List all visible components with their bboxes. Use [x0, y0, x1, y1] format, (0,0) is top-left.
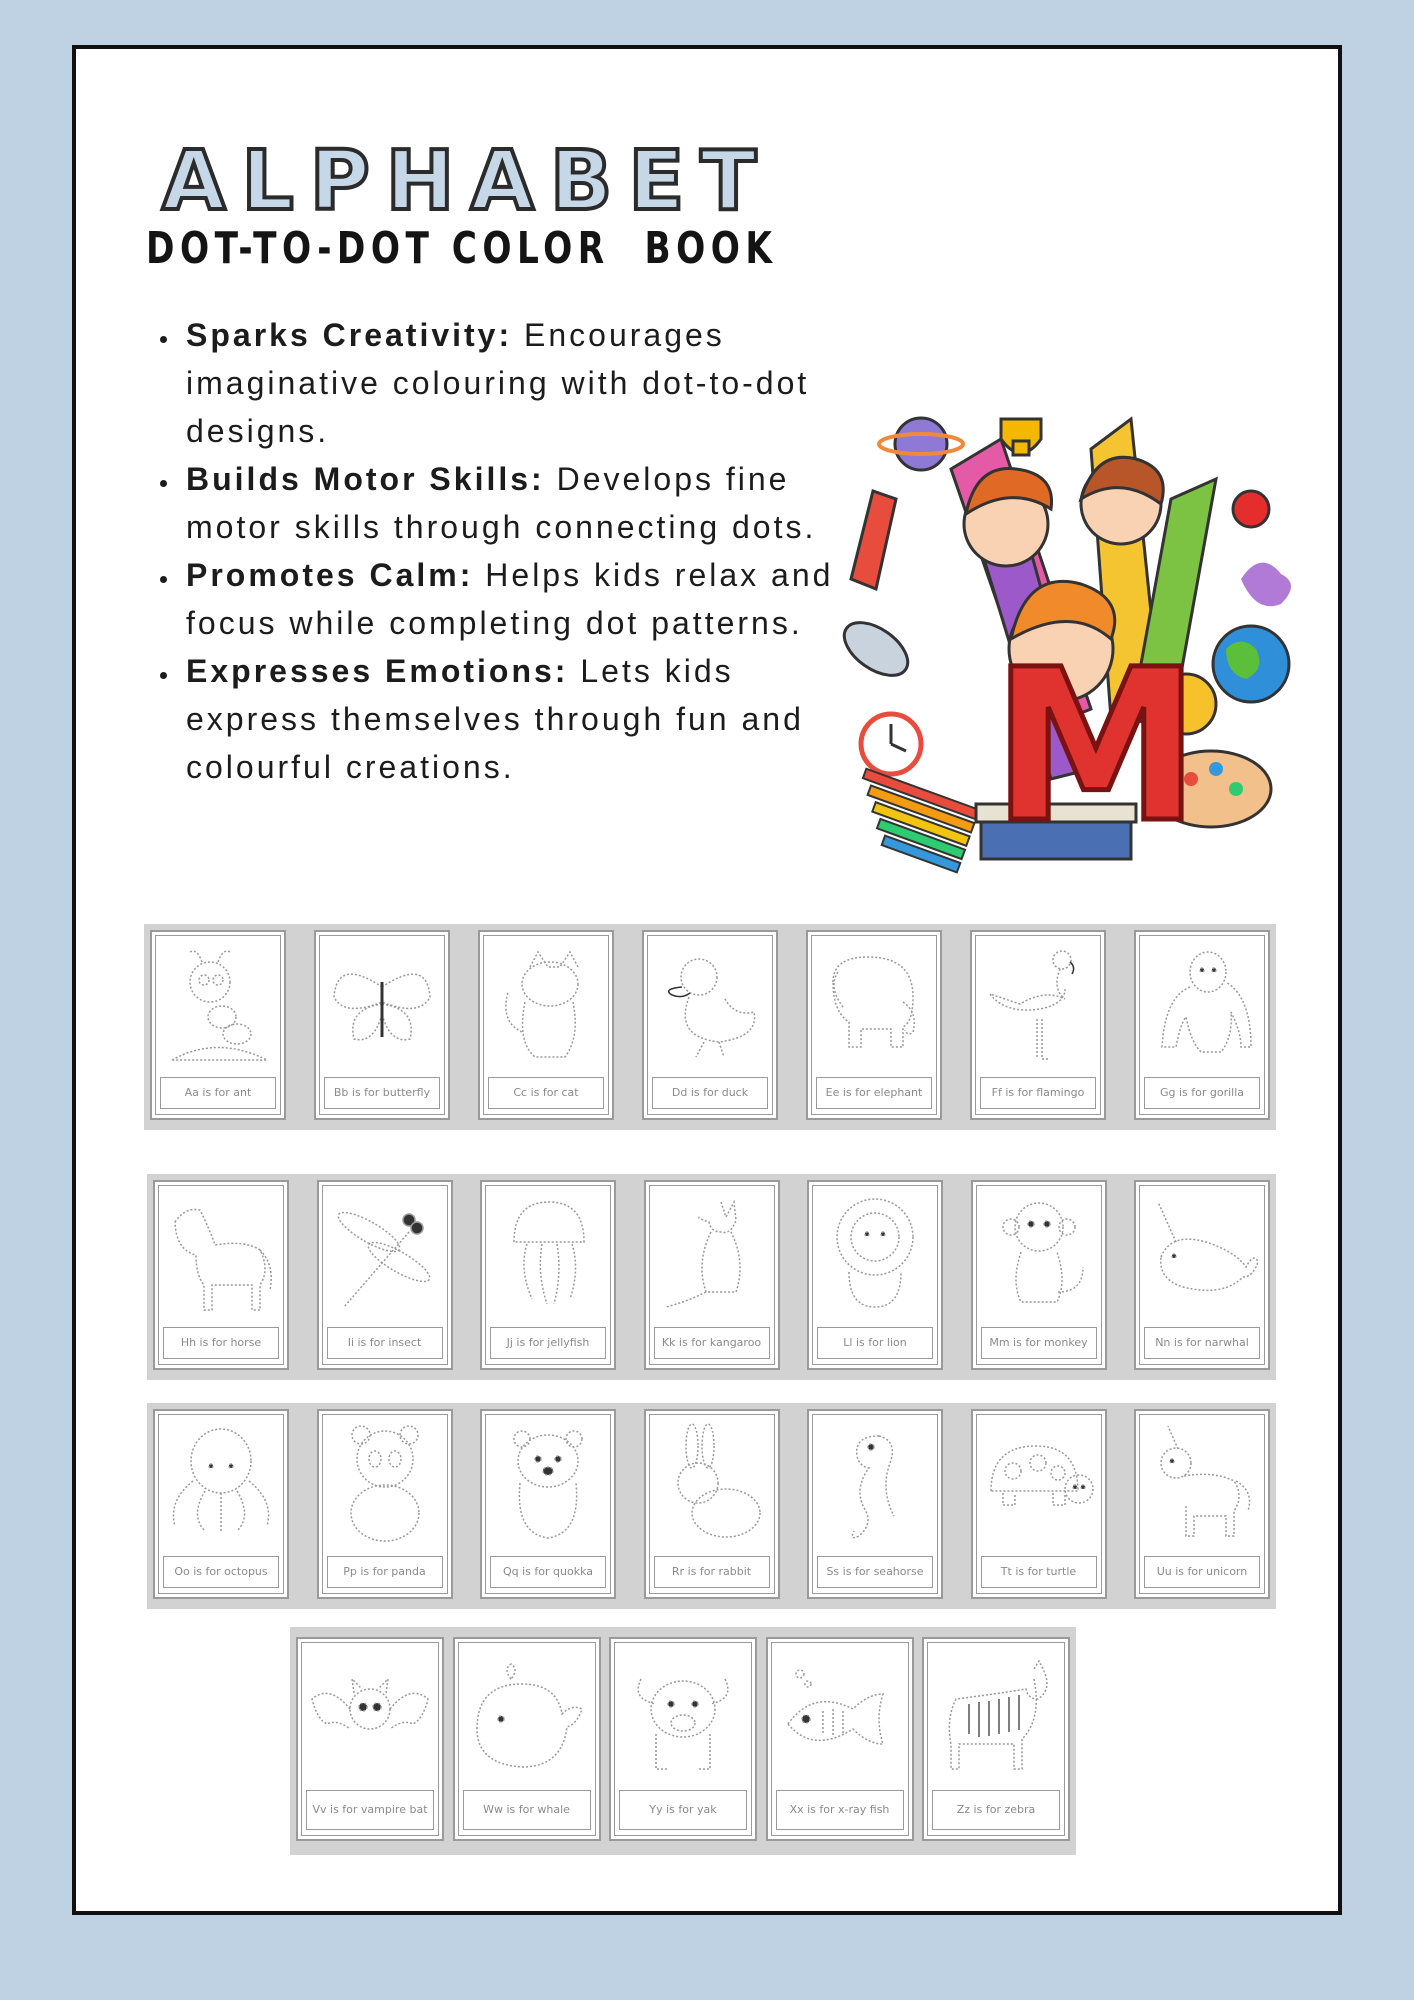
card-flamingo: [970, 930, 1106, 1120]
flamingo-drawing: [982, 942, 1094, 1067]
monkey-drawing: [983, 1192, 1095, 1317]
lion-drawing: [819, 1192, 931, 1317]
card-caption: Aa is for ant: [160, 1077, 276, 1109]
card-rabbit: [644, 1409, 780, 1599]
turtle-drawing: [983, 1421, 1095, 1546]
card-insect: [317, 1180, 453, 1370]
whale-drawing: [465, 1649, 589, 1789]
cat-drawing: [490, 942, 602, 1067]
card-caption: Rr is for rabbit: [654, 1556, 770, 1588]
zebra-drawing: [934, 1649, 1058, 1789]
dragonfly-drawing: [329, 1192, 441, 1317]
feature-heading: Promotes Calm:: [186, 557, 474, 593]
card-narwhal: [1134, 1180, 1270, 1370]
feature-item: [180, 455, 860, 551]
hero-letter: M: [991, 624, 1201, 869]
card-caption: Hh is for horse: [163, 1327, 279, 1359]
card-duck: [642, 930, 778, 1120]
elephant-drawing: [818, 942, 930, 1067]
card-vampire-bat: [296, 1637, 444, 1841]
feature-item: [180, 311, 860, 455]
card-caption: Yy is for yak: [619, 1790, 747, 1830]
gorilla-drawing: [1146, 942, 1258, 1067]
card-caption: Nn is for narwhal: [1144, 1327, 1260, 1359]
card-turtle: [971, 1409, 1107, 1599]
card-octopus: [153, 1409, 289, 1599]
card-caption: Ee is for elephant: [816, 1077, 932, 1109]
card-caption: Ss is for seahorse: [817, 1556, 933, 1588]
card-caption: Oo is for octopus: [163, 1556, 279, 1588]
kangaroo-drawing: [656, 1192, 768, 1317]
card-lion: [807, 1180, 943, 1370]
feature-text: Lets kids express themselves through fun and colourful creations.: [186, 653, 804, 785]
card-caption: Gg is for gorilla: [1144, 1077, 1260, 1109]
card-yak: [609, 1637, 757, 1841]
card-caption: Xx is for x-ray fish: [776, 1790, 904, 1830]
feature-heading: Sparks Creativity:: [186, 317, 513, 353]
yak-drawing: [621, 1649, 745, 1789]
title-main: ALPHABET: [162, 134, 773, 229]
feature-text: Helps kids relax and focus while completing dot patterns.: [186, 557, 834, 641]
page: [72, 45, 1342, 1915]
card-kangaroo: [644, 1180, 780, 1370]
jellyfish-drawing: [492, 1192, 604, 1317]
fish-drawing: [778, 1649, 902, 1789]
feature-item: [180, 551, 860, 647]
card-caption: Kk is for kangaroo: [654, 1327, 770, 1359]
feature-list: [150, 311, 860, 791]
bat-drawing: [308, 1649, 432, 1789]
card-caption: Ii is for insect: [327, 1327, 443, 1359]
card-row-1: [144, 924, 1276, 1130]
card-caption: Zz is for zebra: [932, 1790, 1060, 1830]
card-row-2: [147, 1174, 1276, 1380]
card-horse: [153, 1180, 289, 1370]
card-caption: Pp is for panda: [327, 1556, 443, 1588]
card-caption: Tt is for turtle: [981, 1556, 1097, 1588]
card-cat: [478, 930, 614, 1120]
narwhal-drawing: [1146, 1192, 1258, 1317]
card-row-3: [147, 1403, 1276, 1609]
duck-drawing: [654, 942, 766, 1067]
card-caption: Dd is for duck: [652, 1077, 768, 1109]
kids-illustration: [831, 349, 1331, 909]
card-seahorse: [807, 1409, 943, 1599]
card-caption: Qq is for quokka: [490, 1556, 606, 1588]
card-ant: [150, 930, 286, 1120]
card-gorilla: [1134, 930, 1270, 1120]
card-caption: Jj is for jellyfish: [490, 1327, 606, 1359]
card-caption: Ll is for lion: [817, 1327, 933, 1359]
card-butterfly: [314, 930, 450, 1120]
seahorse-drawing: [819, 1421, 931, 1546]
card-caption: Cc is for cat: [488, 1077, 604, 1109]
octopus-drawing: [165, 1421, 277, 1546]
title-subtitle: DOT-TO-DOT COLOR BOOK: [146, 223, 778, 274]
card-caption: Bb is for butterfly: [324, 1077, 440, 1109]
feature-heading: Builds Motor Skills:: [186, 461, 545, 497]
feature-item: [180, 647, 860, 791]
card-caption: Uu is for unicorn: [1144, 1556, 1260, 1588]
butterfly-drawing: [326, 942, 438, 1067]
card-quokka: [480, 1409, 616, 1599]
card-caption: Ww is for whale: [463, 1790, 591, 1830]
card-monkey: [971, 1180, 1107, 1370]
card-x-ray-fish: [766, 1637, 914, 1841]
card-caption: Ff is for flamingo: [980, 1077, 1096, 1109]
unicorn-drawing: [1146, 1421, 1258, 1546]
feature-text: Encourages imaginative colouring with dot-to-dot designs.: [186, 317, 810, 449]
rabbit-drawing: [656, 1421, 768, 1546]
card-jellyfish: [480, 1180, 616, 1370]
feature-heading: Expresses Emotions:: [186, 653, 569, 689]
ant-drawing: [162, 942, 274, 1067]
card-whale: [453, 1637, 601, 1841]
quokka-drawing: [492, 1421, 604, 1546]
card-caption: Mm is for monkey: [981, 1327, 1097, 1359]
card-unicorn: [1134, 1409, 1270, 1599]
horse-drawing: [165, 1192, 277, 1317]
card-elephant: [806, 930, 942, 1120]
card-caption: Vv is for vampire bat: [306, 1790, 434, 1830]
panda-drawing: [329, 1421, 441, 1546]
card-row-4: [290, 1627, 1076, 1855]
card-panda: [317, 1409, 453, 1599]
feature-text: Develops fine motor skills through connecting dots.: [186, 461, 817, 545]
card-zebra: [922, 1637, 1070, 1841]
